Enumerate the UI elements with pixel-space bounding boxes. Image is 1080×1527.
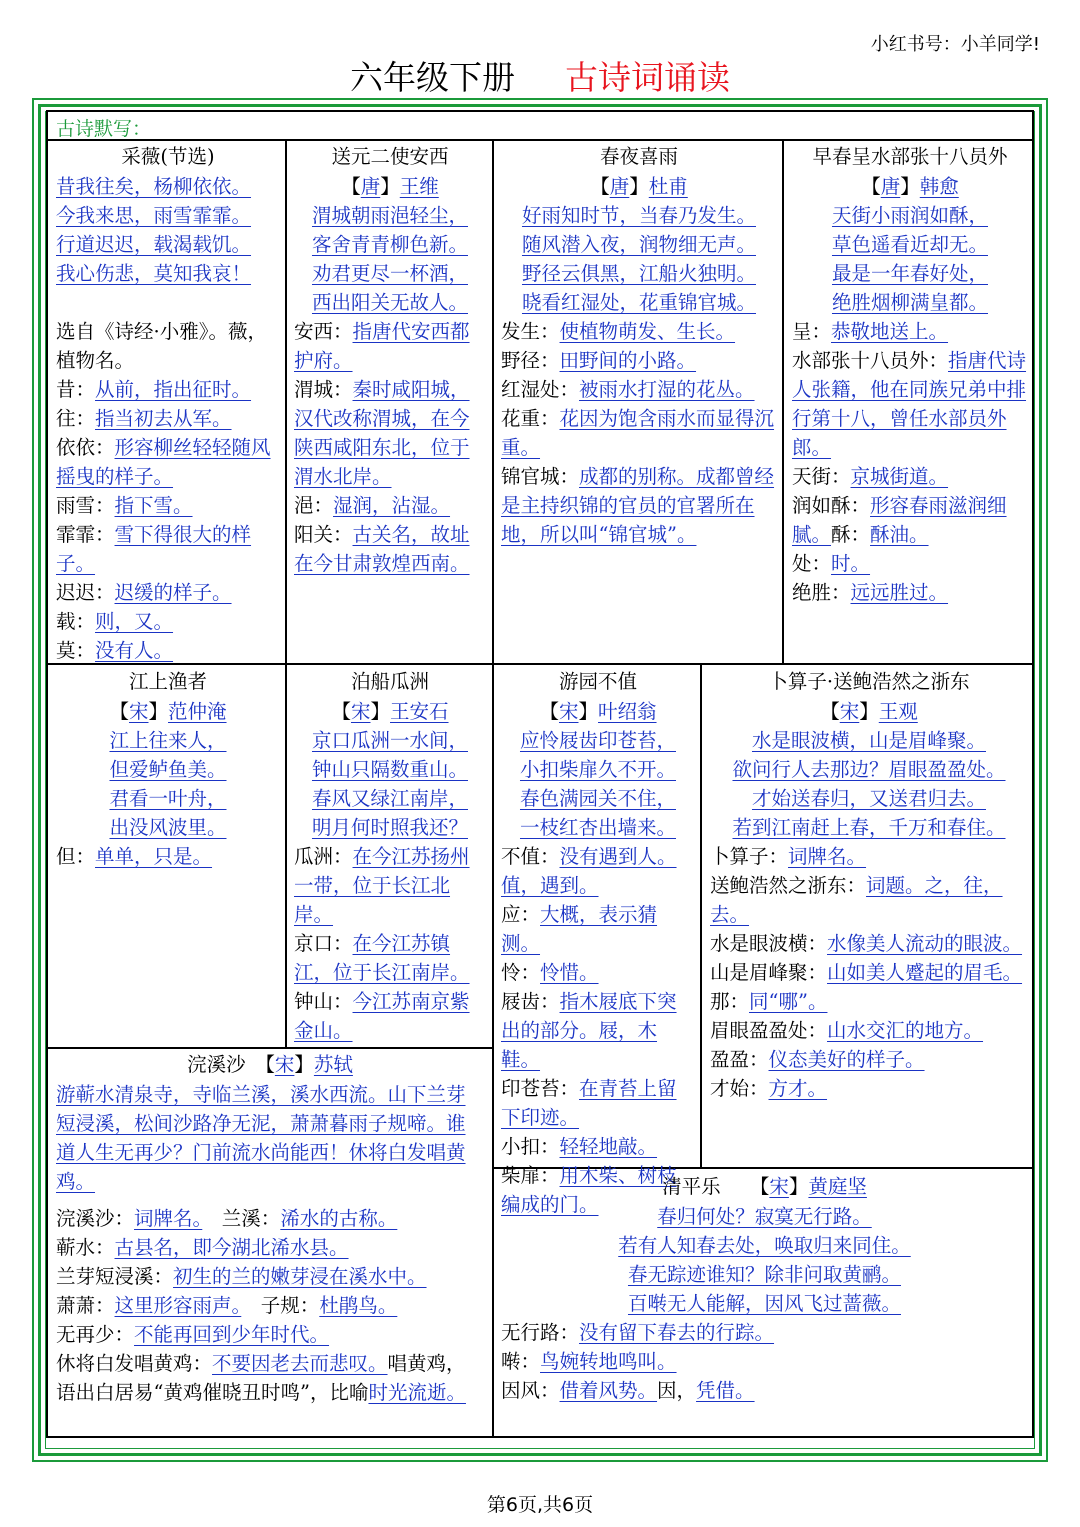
poem-huanxisha xyxy=(56,1050,484,1407)
note: 啭：鸟婉转地鸣叫。 xyxy=(501,1350,677,1373)
note: 安西：指唐代安西都护府。 xyxy=(294,320,470,372)
poem-line: 客舍青青柳色新。 xyxy=(311,233,468,256)
note: 花重：花因为饱含雨水而显得沉重。 xyxy=(501,407,775,459)
poem-line: 欲问行人去那边？眉眼盈盈处。 xyxy=(732,758,1006,781)
poem-jiangshang xyxy=(56,667,280,871)
note: 载：则，又。 xyxy=(56,610,174,633)
poem-line: 绝胜烟柳满皇都。 xyxy=(831,291,988,314)
poem-author: 【唐】王维 xyxy=(341,175,439,198)
poem-line: 小扣柴扉久不开。 xyxy=(519,758,676,781)
poem-line: 随风潜入夜，润物细无声。 xyxy=(521,233,756,256)
poem-line: 但爱鲈鱼美。 xyxy=(109,758,227,781)
poem-qingpingle xyxy=(501,1172,1028,1405)
poem-author: 【宋】范仲淹 xyxy=(109,700,227,723)
note: 山是眉峰聚：山如美人蹙起的眉毛。 xyxy=(710,961,1023,984)
note: 送鲍浩然之浙东：词题。之，往，去。 xyxy=(710,874,1003,926)
section-label: 古诗默写： xyxy=(56,118,152,140)
note: 处：时。 xyxy=(792,552,871,575)
poem-title: 采薇(节选) xyxy=(121,145,215,168)
poem-line: 西出阳关无故人。 xyxy=(311,291,468,314)
note: 萧萧：这里形容雨声。 子规：杜鹃鸟。 xyxy=(56,1294,398,1317)
poem-author: 【宋】王安石 xyxy=(331,700,449,723)
poem-author: 【宋】王观 xyxy=(820,700,918,723)
poem-line: 明月何时照我还？ xyxy=(311,816,468,839)
poem-title: 清平乐 【宋】黄庭坚 xyxy=(662,1175,867,1198)
credit-text: 小红书号：小羊同学! xyxy=(870,34,1040,55)
poem-title: 江上渔者 xyxy=(128,670,207,693)
note: 呈：恭敬地送上。 xyxy=(792,320,949,343)
poem-title: 游园不值 xyxy=(558,670,637,693)
note: 印苍苔：在青苔上留下印迹。 xyxy=(501,1077,677,1129)
note: 那：同“哪”。 xyxy=(710,990,828,1013)
poem-busuanzi xyxy=(710,667,1028,1103)
note: 水是眼波横：水像美人流动的眼波。 xyxy=(710,932,1023,955)
note: 京口：在今江苏镇江，位于长江南岸。 xyxy=(294,932,470,984)
note: 红湿处：被雨水打湿的花丛。 xyxy=(501,378,755,401)
note: 绝胜：远远胜过。 xyxy=(792,581,949,604)
poem-line: 君看一叶舟， xyxy=(109,787,227,810)
note: 眉眼盈盈处：山水交汇的地方。 xyxy=(710,1019,984,1042)
poem-line: 草色遥看近却无。 xyxy=(831,233,988,256)
note: 依依：形容柳丝轻轻随风摇曳的样子。 xyxy=(56,436,271,488)
poem-line: 应怜屐齿印苍苔， xyxy=(519,729,676,752)
note: 不值：没有遇到人。值，遇到。 xyxy=(501,845,677,897)
poem-zaochun xyxy=(792,142,1028,607)
poem-title: 送元二使安西 xyxy=(331,145,449,168)
poem-line: 最是一年春好处， xyxy=(831,262,988,285)
poem-author: 【唐】韩愈 xyxy=(861,175,959,198)
note: 渭城：秦时咸阳城，汉代改称渭城，在今陕西咸阳东北，位于渭水北岸。 xyxy=(294,378,470,488)
poem-line: 水是眼波横，山是眉峰聚。 xyxy=(751,729,986,752)
poem-songyuaner xyxy=(294,142,486,578)
note: 迟迟：迟缓的样子。 xyxy=(56,581,232,604)
note: 兰芽短浸溪：初生的兰的嫩芽浸在溪水中。 xyxy=(56,1265,427,1288)
note: 水部张十八员外：指唐代诗人张籍，他在同族兄弟中排行第十八，曾任水部员外郎。 xyxy=(792,349,1027,459)
note: 蕲水：古县名，即今湖北浠水县。 xyxy=(56,1236,349,1259)
poem-line: 一枝红杏出墙来。 xyxy=(519,816,676,839)
note: 昔：从前，指出征时。 xyxy=(56,378,252,401)
poem-line: 今我来思，雨雪霏霏。 xyxy=(56,204,252,227)
poem-line: 春无踪迹谁知？除非问取黄鹂。 xyxy=(627,1263,901,1286)
poem-title: 早春呈水部张十八员外 xyxy=(812,145,1008,168)
note: 卜算子：词牌名。 xyxy=(710,845,867,868)
note: 才始：方才。 xyxy=(710,1077,828,1100)
poem-title: 春夜喜雨 xyxy=(599,145,678,168)
poem-author: 【宋】叶绍翁 xyxy=(539,700,657,723)
note: 野径：田野间的小路。 xyxy=(501,349,697,372)
title-sub: 古诗词诵读 xyxy=(565,58,730,97)
poem-line: 天街小雨润如酥， xyxy=(831,204,988,227)
poem-line: 好雨知时节，当春乃发生。 xyxy=(521,204,756,227)
poem-line: 若有人知春去处，唤取归来同住。 xyxy=(618,1234,911,1257)
poem-title: 浣溪沙 【宋】苏轼 xyxy=(187,1053,353,1076)
poem-line: 我心伤悲，莫知我哀！ xyxy=(56,262,252,285)
note: 浣溪沙：词牌名。 兰溪：浠水的古称。 xyxy=(56,1207,398,1230)
poem-line: 钟山只隔数重山。 xyxy=(311,758,468,781)
note: 莫：没有人。 xyxy=(56,639,174,662)
poem-line: 江上往来人， xyxy=(109,729,227,752)
note: 钟山：今江苏南京紫金山。 xyxy=(294,990,470,1042)
note: 应：大概，表示猜测。 xyxy=(501,903,658,955)
poem-line: 才始送春归，又送君归去。 xyxy=(751,787,986,810)
poem-line: 昔我往矣，杨柳依依。 xyxy=(56,175,252,198)
note: 小扣：轻轻地敲。 xyxy=(501,1135,658,1158)
note: 雨雪：指下雪。 xyxy=(56,494,193,517)
note: 无再少：不能再回到少年时代。 xyxy=(56,1323,330,1346)
note: 阳关：古关名，故址在今甘肃敦煌西南。 xyxy=(294,523,470,575)
note: 天街：京城街道。 xyxy=(792,465,949,488)
note: 怜：怜惜。 xyxy=(501,961,599,984)
note: 发生：使植物萌发、生长。 xyxy=(501,320,736,343)
poem-chunye xyxy=(501,142,777,549)
note: 润如酥：形容春雨滋润细腻。酥：酥油。 xyxy=(792,494,1007,546)
poem-line: 若到江南赶上春，千万和春住。 xyxy=(732,816,1006,839)
note: 柴扉：用木柴、树枝编成的门。 xyxy=(501,1164,677,1216)
note: 往：指当初去从军。 xyxy=(56,407,232,430)
note: 因风：借着风势。因，凭借。 xyxy=(501,1379,755,1402)
poem-bochuan xyxy=(294,667,486,1045)
poem-line: 春色满园关不住， xyxy=(519,787,676,810)
note: 屐齿：指木屐底下突出的部分。屐，木鞋。 xyxy=(501,990,677,1071)
title-main: 六年级下册 xyxy=(350,58,515,97)
poem-text: 游蕲水清泉寺，寺临兰溪，溪水西流。山下兰芽短浸溪，松间沙路净无泥，萧萧暮雨子规啼。谁道人生无再少？门前流水尚能西！休将白发唱黄鸡。 xyxy=(56,1083,466,1193)
note: 锦官城：成都的别称。成都曾经是主持织锦的官员的官署所在地，所以叫“锦官城”。 xyxy=(501,465,775,546)
poem-line: 劝君更尽一杯酒， xyxy=(311,262,468,285)
poem-line: 行道迟迟，载渴载饥。 xyxy=(56,233,252,256)
poem-line: 春归何处？寂寞无行路。 xyxy=(657,1205,872,1228)
poem-line: 出没风波里。 xyxy=(109,816,227,839)
poem-line: 春风又绿江南岸， xyxy=(311,787,468,810)
note: 霏霏：雪下得很大的样子。 xyxy=(56,523,252,575)
poem-line: 百啭无人能解，因风飞过蔷薇。 xyxy=(627,1292,901,1315)
poem-title: 卜算子·送鲍浩然之浙东 xyxy=(768,670,970,693)
poem-youyuan xyxy=(501,667,695,1219)
poem-caiwei xyxy=(56,142,280,665)
note: 盈盈：仪态美好的样子。 xyxy=(710,1048,925,1071)
poem-line: 野径云俱黑，江船火独明。 xyxy=(521,262,756,285)
note: 休将白发唱黄鸡：不要因老去而悲叹。唱黄鸡，语出白居易“黄鸡催晓丑时鸣”，比喻时光流逝。 xyxy=(56,1352,466,1404)
page-title xyxy=(0,52,1080,99)
note: 选自《诗经·小雅》。薇，植物名。 xyxy=(56,320,267,372)
page-footer: 第6页,共6页 xyxy=(486,1494,594,1516)
note: 无行路：没有留下春去的行踪。 xyxy=(501,1321,775,1344)
note: 浥：湿润，沾湿。 xyxy=(294,494,451,517)
poem-line: 晓看红湿处，花重锦官城。 xyxy=(521,291,756,314)
note: 但：单单，只是。 xyxy=(56,845,213,868)
poem-line: 京口瓜洲一水间， xyxy=(311,729,468,752)
poem-author: 【唐】杜甫 xyxy=(590,175,688,198)
note: 瓜洲：在今江苏扬州一带，位于长江北岸。 xyxy=(294,845,470,926)
poem-title: 泊船瓜洲 xyxy=(350,670,429,693)
poem-line: 渭城朝雨浥轻尘， xyxy=(311,204,468,227)
